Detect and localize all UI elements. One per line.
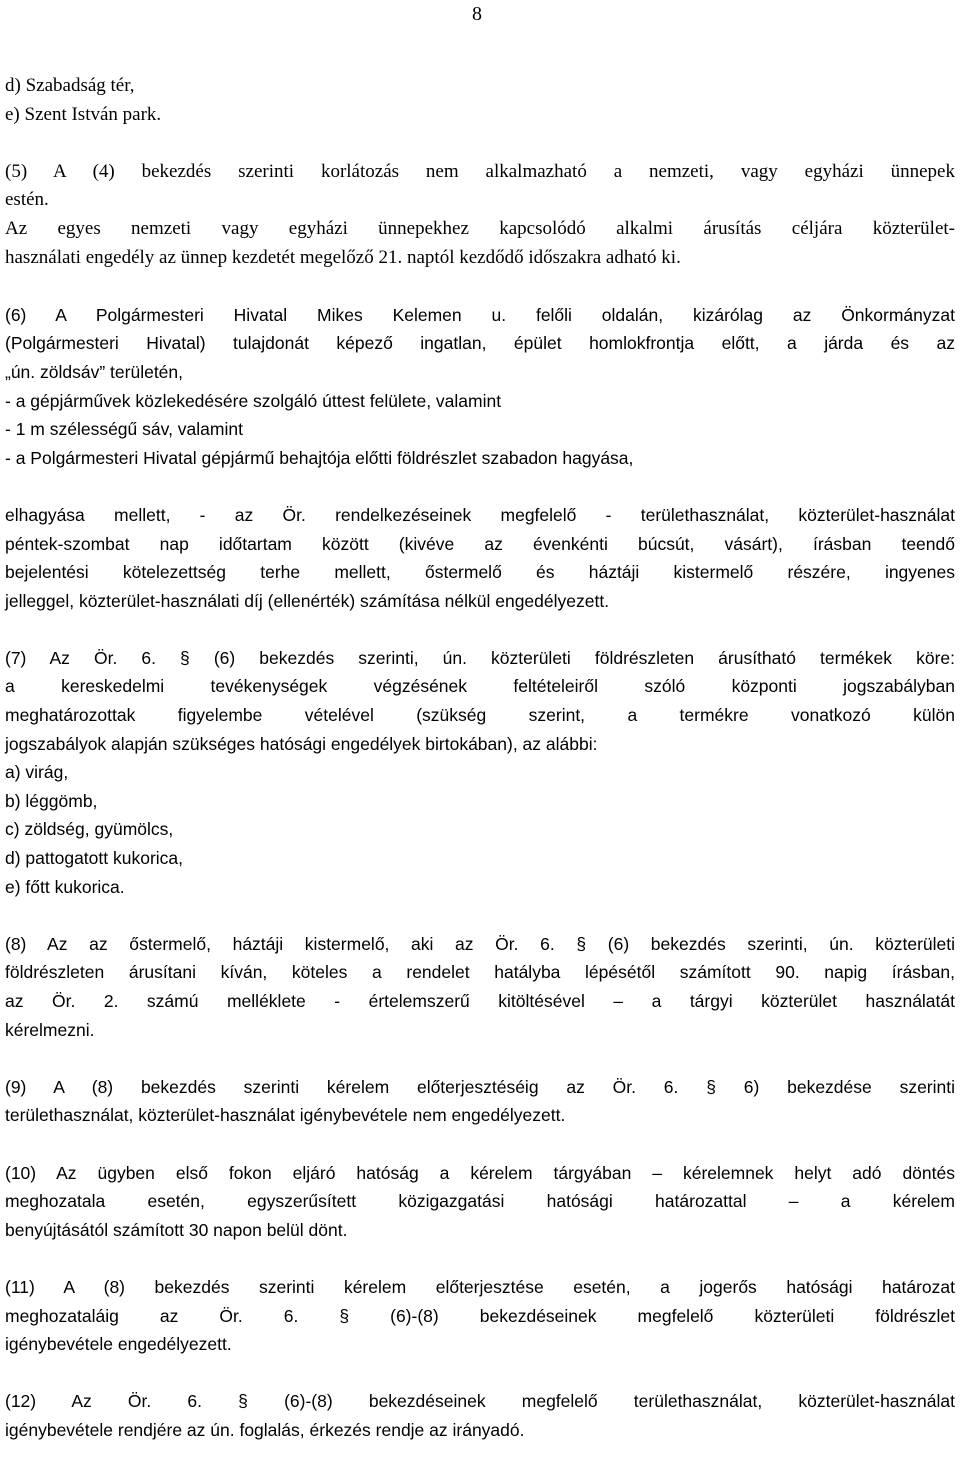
paragraph-line: (11) A (8) bekezdés szerinti kérelem előterjesztése esetén, a jogerős hatósági határozat: [5, 1276, 955, 1297]
paragraph-line: (10) Az ügyben első fokon eljáró hatóság a kérelem tárgyában – kérelemnek helyt adó döntés: [5, 1162, 955, 1183]
paragraph-line: igénybevétele rendjére az ún. foglalás, érkezés rendje az irányadó.: [5, 1419, 525, 1440]
paragraph-line: földrészleten árusítani kíván, köteles a rendelet hatályba lépésétől számított 90. napig írásban,: [5, 962, 955, 983]
paragraph-line: - a gépjárművek közlekedésére szolgáló úttest felülete, valamint: [5, 390, 502, 411]
list-item: e) főtt kukorica.: [5, 876, 125, 897]
list-item: e) Szent István park.: [5, 103, 162, 125]
paragraph-line: elhagyása mellett, - az Ör. rendelkezéseinek megfelelő - területhasználat, közterület-használat: [5, 504, 955, 525]
paragraph-line: „ún. zöldsáv” területén,: [5, 361, 184, 382]
paragraph-line: kérelmezni.: [5, 1019, 95, 1040]
paragraph-line: estén.: [5, 189, 49, 211]
paragraph-line: benyújtásától számított 30 napon belül dönt.: [5, 1219, 348, 1240]
list-item: d) Szabadság tér,: [5, 75, 135, 96]
paragraph-5: [5, 158, 955, 272]
paragraph-line: (9) A (8) bekezdés szerinti kérelem előterjesztéséig az Ör. 6. § 6) bekezdése szerinti: [5, 1076, 955, 1097]
paragraph-line: használati engedély az ünnep kezdetét megelőző 21. naptól kezdődő időszakra adható ki.: [5, 246, 681, 268]
paragraph-12: [5, 1387, 955, 1444]
list-item: a) virág,: [5, 762, 69, 783]
list-item: d) pattogatott kukorica,: [5, 848, 184, 869]
list-item: b) léggömb,: [5, 790, 98, 811]
paragraph-line: bejelentési kötelezettség terhe mellett, őstermelő és háztáji kistermelő részére, ingyenes: [5, 562, 955, 583]
paragraph-line: (8) Az az őstermelő, háztáji kistermelő, aki az Ör. 6. § (6) bekezdés szerinti, ún. közterületi: [5, 933, 955, 954]
paragraph-6: [5, 301, 955, 644]
paragraph-line: (Polgármesteri Hivatal) tulajdonát képező ingatlan, épület homlokfrontja előtt, a járda és az: [5, 333, 955, 354]
paragraph-line: meghozataláig az Ör. 6. § (6)-(8) bekezdéseinek megfelelő közterületi földrészlet: [5, 1305, 955, 1326]
paragraph-line: jelleggel, közterület-használati díj (ellenérték) számítása nélkül engedélyezett.: [5, 590, 610, 611]
paragraph-line: péntek-szombat nap időtartam között (kivéve az évenkénti búcsút, vásárt), írásban teendő: [5, 533, 955, 554]
list-top: [5, 72, 955, 129]
paragraph-line: igénybevétele engedélyezett.: [5, 1334, 232, 1355]
paragraph-line: (7) Az Ör. 6. § (6) bekezdés szerinti, ún. közterületi földrészleten árusítható termékek köre:: [5, 647, 955, 668]
list-item: c) zöldség, gyümölcs,: [5, 819, 174, 840]
paragraph-line: (6) A Polgármesteri Hivatal Mikes Kelemen u. felőli oldalán, kizárólag az Önkormányzat: [5, 304, 955, 325]
paragraph-8: [5, 930, 955, 1044]
paragraph-line: Az egyes nemzeti vagy egyházi ünnepekhez kapcsolódó alkalmi árusítás céljára közterület-: [5, 217, 955, 239]
paragraph-line: jogszabályok alapján szükséges hatósági engedélyek birtokában), az alábbi:: [5, 733, 598, 754]
paragraph-line: (5) A (4) bekezdés szerinti korlátozás nem alkalmazható a nemzeti, vagy egyházi ünnepek: [5, 160, 955, 182]
paragraph-11: [5, 1273, 955, 1359]
paragraph-line: meghatározottak figyelembe vételével (szükség szerint, a termékre vonatkozó külön: [5, 705, 955, 726]
paragraph-10: [5, 1159, 955, 1245]
paragraph-line: a kereskedelmi tevékenységek végzésének feltételeiről szóló központi jogszabályban: [5, 676, 955, 697]
paragraph-7: [5, 644, 955, 901]
paragraph-line: területhasználat, közterület-használat igénybevétele nem engedélyezett.: [5, 1105, 566, 1126]
paragraph-line: (12) Az Ör. 6. § (6)-(8) bekezdéseinek megfelelő területhasználat, közterület-használat: [5, 1391, 955, 1412]
paragraph-line: - a Polgármesteri Hivatal gépjármű behajtója előtti földrészlet szabadon hagyása,: [5, 447, 634, 468]
paragraph-9: [5, 1073, 955, 1130]
page-number: 8: [472, 3, 482, 25]
paragraph-line: - 1 m szélességű sáv, valamint: [5, 419, 243, 440]
document-body: [5, 72, 955, 1473]
paragraph-line: meghozatala esetén, egyszerűsített közigazgatási hatósági határozattal – a kérelem: [5, 1191, 955, 1212]
paragraph-line: az Ör. 2. számú melléklete - értelemszerű kitöltésével – a tárgyi közterület használatát: [5, 991, 955, 1011]
